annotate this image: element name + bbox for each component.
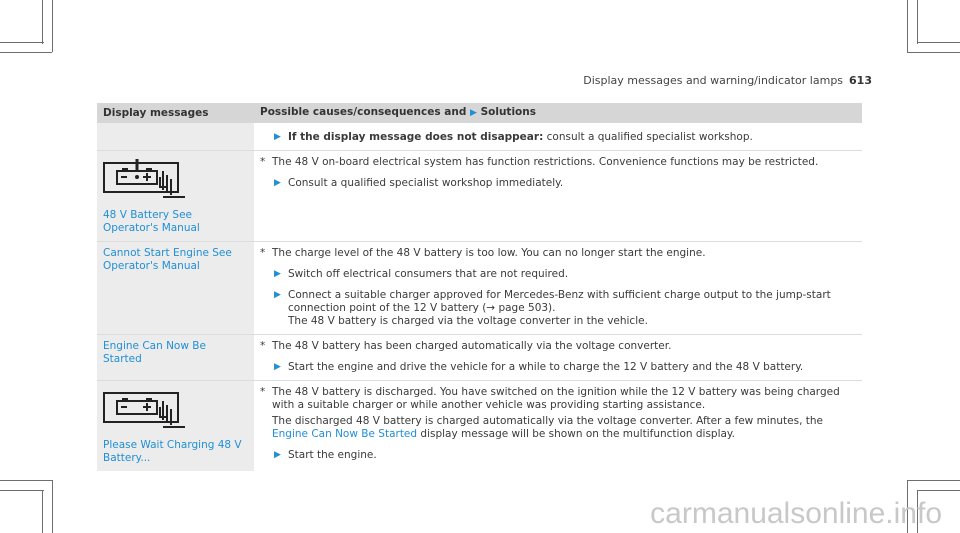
display-message-text: Cannot Start Engine See Operator's Manual xyxy=(103,247,232,272)
crop-mark xyxy=(917,0,918,44)
step-text: Switch off electrical consumers that are not required. xyxy=(288,268,569,280)
crop-mark xyxy=(917,490,960,491)
crop-mark xyxy=(52,0,53,52)
bullet-icon: ▶ xyxy=(274,362,281,372)
crop-mark xyxy=(0,42,44,43)
step-text: Connect a suitable charger approved for Mercedes-Benz with sufficient charge output to the jump-start connection point of the 12 V battery (→ page 503). xyxy=(288,289,831,314)
cause-description: The 48 V on-board electrical system has function restrictions. Convenience functions may be restricted. xyxy=(272,156,819,168)
table-row xyxy=(97,335,862,381)
display-messages-table xyxy=(97,103,862,471)
crop-mark xyxy=(907,0,908,52)
cause-text xyxy=(260,386,856,441)
table-row xyxy=(97,381,862,472)
running-header xyxy=(583,74,872,87)
cause-description-extra: The discharged 48 V battery is charged automatically via the voltage converter. After a few minutes, the xyxy=(272,415,823,427)
message-cell xyxy=(97,123,254,151)
48v-battery-warning-icon xyxy=(103,157,187,199)
message-cell xyxy=(97,151,254,242)
crop-mark xyxy=(52,480,53,533)
solution-step xyxy=(274,131,856,144)
cause-cell xyxy=(254,242,862,335)
cause-description-extra-end: display message will be shown on the multifunction display. xyxy=(417,428,735,440)
col-header-display-messages: Display messages xyxy=(97,103,254,123)
solution-step xyxy=(274,449,856,462)
table-row xyxy=(97,242,862,335)
bullet-icon: ▶ xyxy=(274,178,281,188)
cause-cell xyxy=(254,335,862,381)
message-cell xyxy=(97,381,254,472)
message-cell xyxy=(97,242,254,335)
cause-description: The 48 V battery has been charged automatically via the voltage converter. xyxy=(272,340,672,352)
bullet-icon: ▶ xyxy=(274,290,281,300)
cause-cell xyxy=(254,123,862,151)
step-text: consult a qualified specialist workshop. xyxy=(543,131,753,143)
star-icon: * xyxy=(260,247,266,259)
solution-step xyxy=(274,268,856,281)
crop-mark xyxy=(0,480,52,481)
solution-step xyxy=(274,289,856,328)
crop-mark xyxy=(907,52,960,53)
page-number: 613 xyxy=(849,74,872,87)
star-icon: * xyxy=(260,340,266,352)
display-message-text: Please Wait Charging 48 V Battery... xyxy=(103,439,242,464)
table-row xyxy=(97,123,862,151)
col-header-causes xyxy=(254,103,862,123)
crop-mark xyxy=(0,52,52,53)
cause-text xyxy=(260,156,856,169)
star-icon: * xyxy=(260,156,266,168)
message-link[interactable]: Engine Can Now Be Started xyxy=(272,428,418,440)
crop-mark xyxy=(42,0,43,44)
table-row xyxy=(97,151,862,242)
battery-charging-icon xyxy=(103,387,187,429)
cause-description: The 48 V battery is discharged. You have switched on the ignition while the 12 V battery was being charged with a suitable charger or while another vehicle was providing starting assistance. xyxy=(272,386,840,411)
col-header-solutions-label: Solutions xyxy=(480,106,536,118)
display-message-text: 48 V Battery See Operator's Manual xyxy=(103,209,200,234)
solution-step xyxy=(274,361,856,374)
cause-description: The charge level of the 48 V battery is too low. You can no longer start the engine. xyxy=(272,247,706,259)
col-header-causes-label: Possible causes/consequences and xyxy=(260,106,467,118)
bullet-icon: ▶ xyxy=(274,269,281,279)
display-message-text: Engine Can Now Be Started xyxy=(103,340,206,365)
solution-step xyxy=(274,177,856,190)
cause-text xyxy=(260,340,856,353)
bullet-icon: ▶ xyxy=(470,108,477,118)
table-header-row xyxy=(97,103,862,123)
bullet-icon: ▶ xyxy=(274,132,281,142)
step-note: The 48 V battery is charged via the voltage converter in the vehicle. xyxy=(288,315,648,327)
bullet-icon: ▶ xyxy=(274,450,281,460)
step-text: Start the engine. xyxy=(288,449,377,461)
step-text: Start the engine and drive the vehicle for a while to charge the 12 V battery and the 48 V battery. xyxy=(288,361,804,373)
crop-mark xyxy=(917,42,960,43)
step-bold-text: If the display message does not disappear: xyxy=(288,131,544,143)
running-header-title: Display messages and warning/indicator lamps xyxy=(583,74,844,87)
step-text: Consult a qualified specialist workshop immediately. xyxy=(288,177,564,189)
watermark: carmanualsonline.info xyxy=(650,497,942,530)
crop-mark xyxy=(42,490,43,533)
star-icon: * xyxy=(260,386,266,398)
cause-text xyxy=(260,247,856,260)
message-cell xyxy=(97,335,254,381)
crop-mark xyxy=(0,490,44,491)
crop-mark xyxy=(907,480,960,481)
cause-cell xyxy=(254,381,862,472)
cause-cell xyxy=(254,151,862,242)
